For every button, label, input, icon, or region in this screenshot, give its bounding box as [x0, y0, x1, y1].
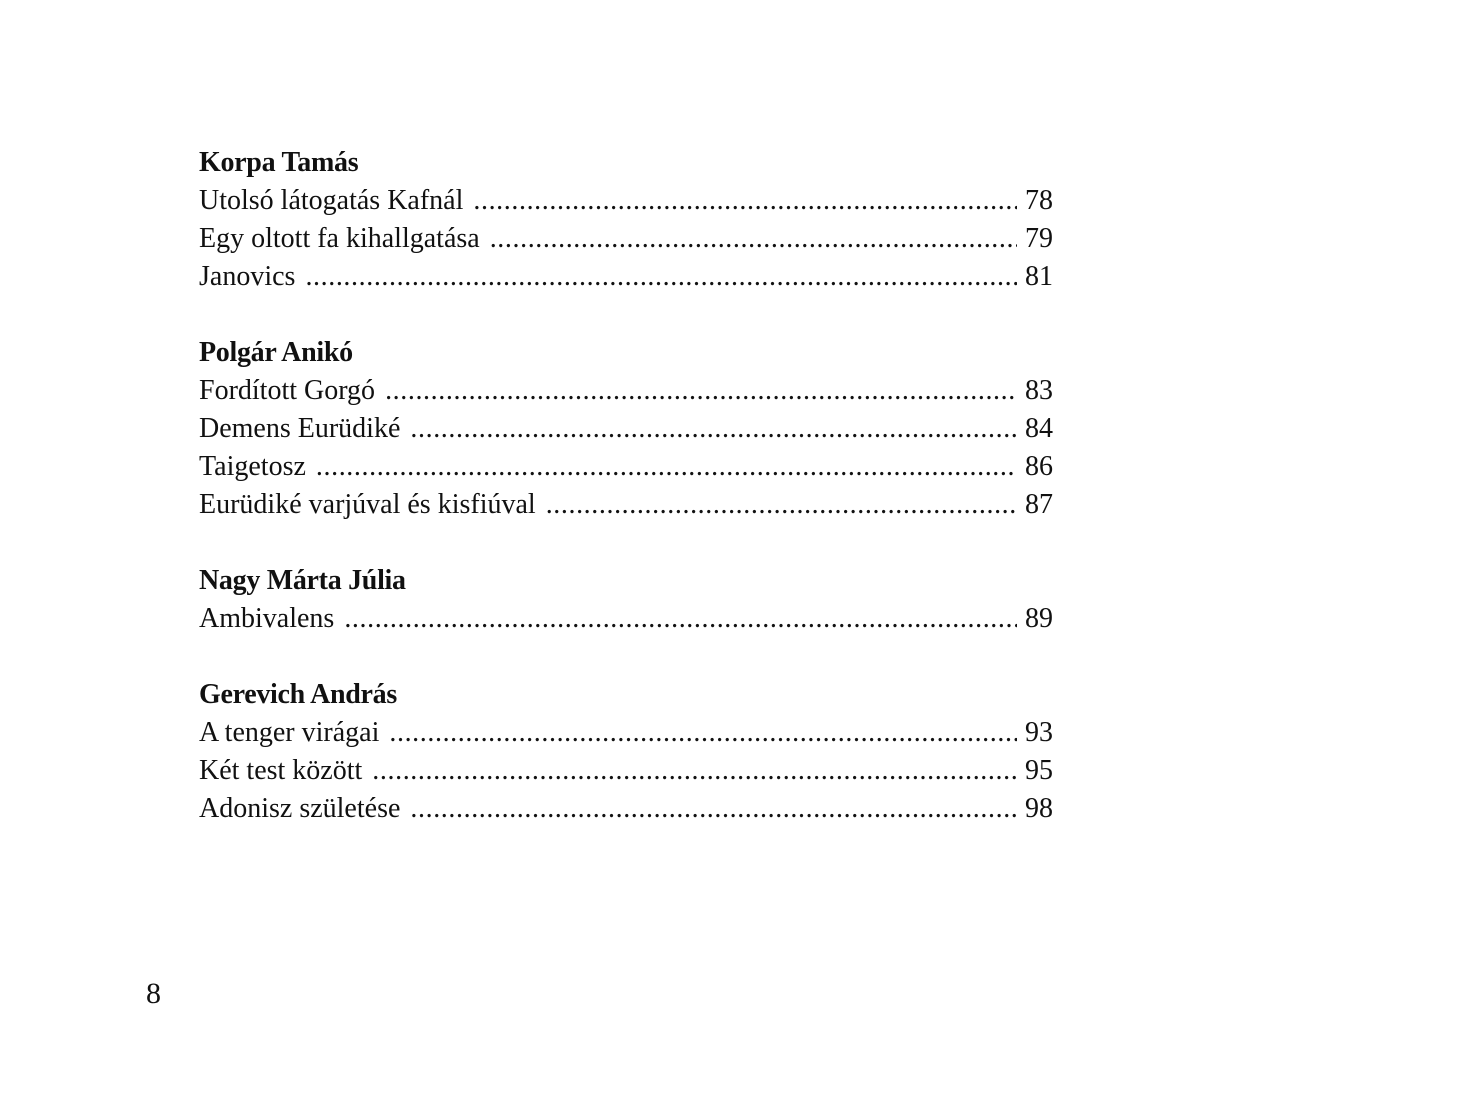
entry-title: Janovics: [199, 261, 296, 292]
entry-page-number: 98: [1025, 793, 1053, 824]
entry-title: Fordított Gorgó: [199, 375, 376, 406]
dot-leader: [546, 486, 1017, 524]
entry-title: Demens Eurüdiké: [199, 413, 401, 444]
dot-leader: [385, 372, 1017, 410]
author-name: Korpa Tamás: [199, 147, 359, 178]
dot-leader: [410, 790, 1017, 828]
entry-title: Ambivalens: [199, 603, 335, 634]
dot-leader: [305, 258, 1017, 296]
entry-page-number: 89: [1025, 603, 1053, 634]
toc-entry: [199, 410, 1053, 448]
entry-title: A tenger virágai: [199, 717, 380, 748]
dot-leader: [473, 182, 1017, 220]
dot-leader: [389, 714, 1017, 752]
entry-page-number: 95: [1025, 755, 1053, 786]
toc-entry: [199, 600, 1053, 638]
toc-entry: [199, 486, 1053, 524]
dot-leader: [490, 220, 1017, 258]
dot-leader: [344, 600, 1017, 638]
toc-entry: [199, 372, 1053, 410]
entry-page-number: 83: [1025, 375, 1053, 406]
entry-page-number: 78: [1025, 185, 1053, 216]
dot-leader: [372, 752, 1017, 790]
toc-section-gerevich-andras: [199, 676, 1053, 828]
dot-leader: [410, 410, 1017, 448]
entry-page-number: 87: [1025, 489, 1053, 520]
page-number: 8: [146, 977, 161, 1010]
author-name: Nagy Márta Júlia: [199, 565, 406, 596]
entry-page-number: 93: [1025, 717, 1053, 748]
toc-entry: [199, 790, 1053, 828]
entry-page-number: 79: [1025, 223, 1053, 254]
entry-title: Eurüdiké varjúval és kisfiúval: [199, 489, 536, 520]
author-name: Polgár Anikó: [199, 337, 353, 368]
dot-leader: [316, 448, 1017, 486]
toc-entry: [199, 220, 1053, 258]
entry-title: Egy oltott fa kihallgatása: [199, 223, 480, 254]
toc-entry: [199, 258, 1053, 296]
toc-section-polgar-aniko: [199, 334, 1053, 524]
toc-section-nagy-marta-julia: [199, 562, 1053, 638]
entry-page-number: 86: [1025, 451, 1053, 482]
entry-title: Taigetosz: [199, 451, 306, 482]
entry-title: Két test között: [199, 755, 363, 786]
entry-title: Utolsó látogatás Kafnál: [199, 185, 464, 216]
author-name: Gerevich András: [199, 679, 397, 710]
toc-entry: [199, 714, 1053, 752]
entry-page-number: 81: [1025, 261, 1053, 292]
toc-entry: [199, 448, 1053, 486]
toc-entry: [199, 752, 1053, 790]
table-of-contents: [199, 144, 1053, 866]
entry-title: Adonisz születése: [199, 793, 401, 824]
entry-page-number: 84: [1025, 413, 1053, 444]
toc-entry: [199, 182, 1053, 220]
toc-section-korpa-tamas: [199, 144, 1053, 296]
